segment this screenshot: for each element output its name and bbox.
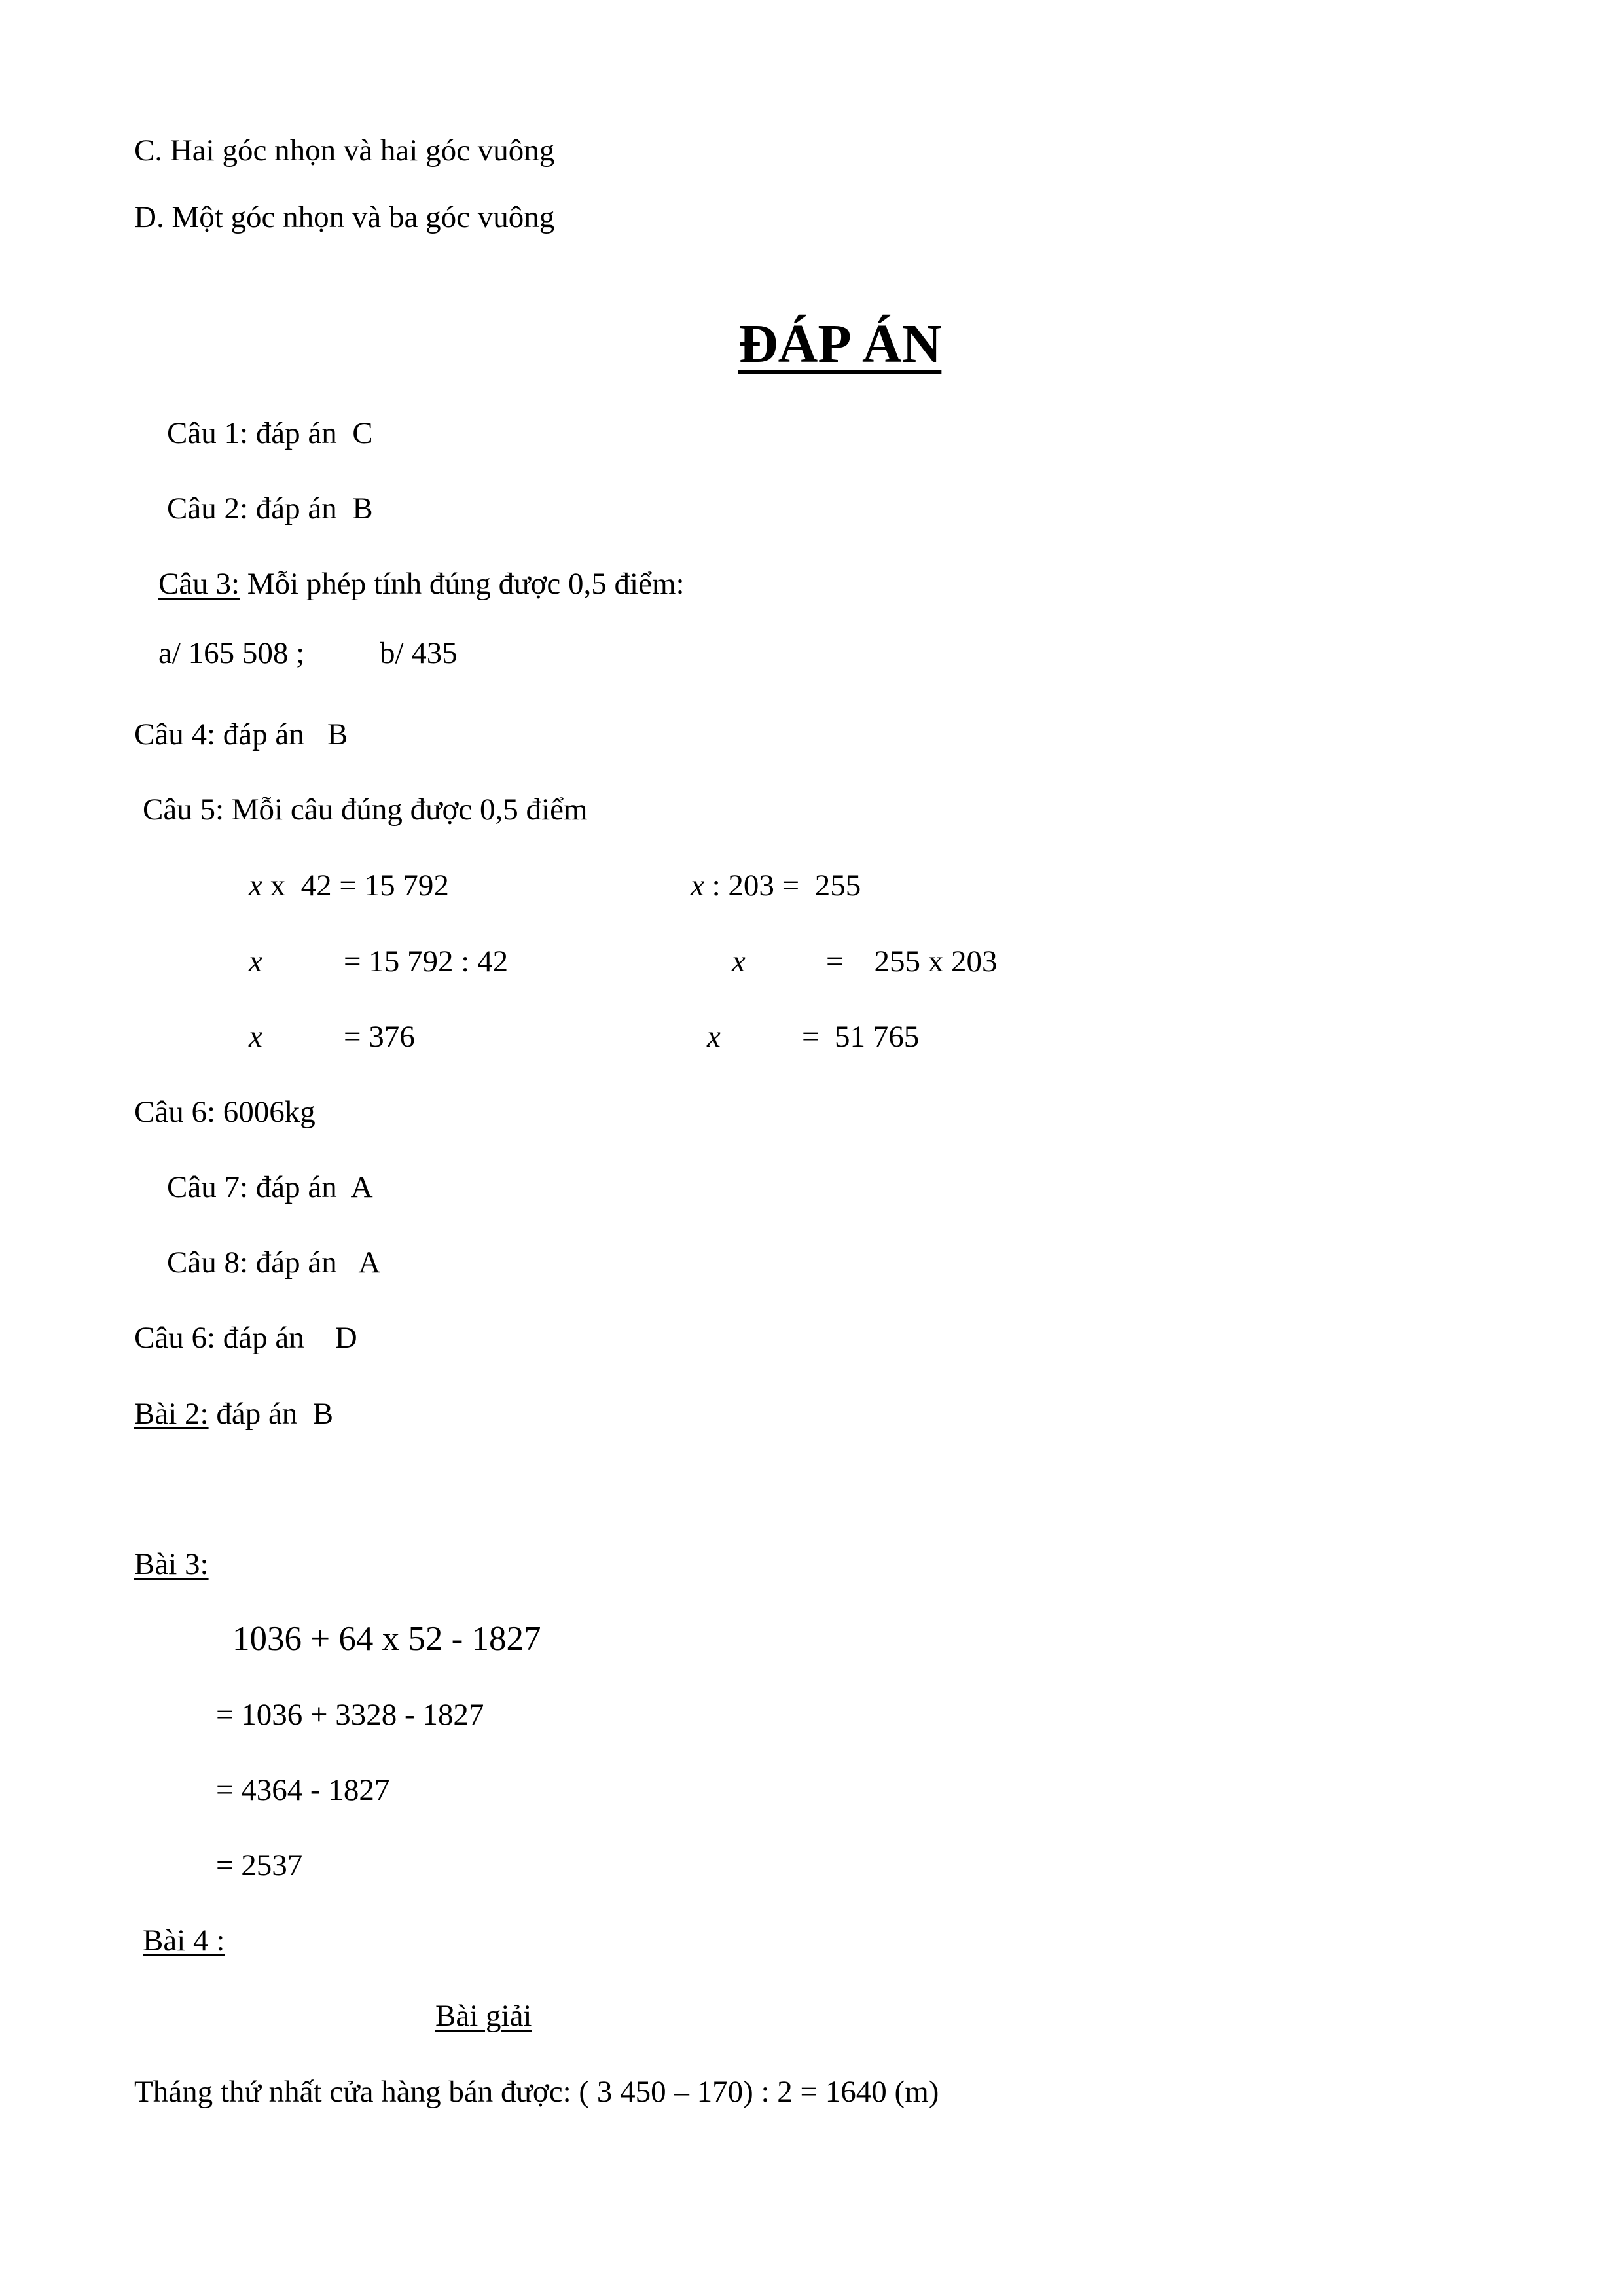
answer-cau-8: Câu 8: đáp án A [167, 1246, 381, 1280]
cau-5-right-1-text: : 203 = 255 [704, 869, 861, 903]
bai-3-step-2: = 4364 - 1827 [216, 1773, 390, 1807]
answer-cau-6b: Câu 6: đáp án D [134, 1321, 357, 1355]
cau-5-right-2: = 255 x 203 [826, 944, 998, 978]
cau-5-left-1 [249, 870, 449, 901]
cau-5-right-3: = 51 765 [802, 1020, 920, 1054]
var-x: x [707, 1020, 721, 1054]
option-c: C. Hai góc nhọn và hai góc vuông [134, 134, 555, 168]
answer-cau-2: Câu 2: đáp án B [167, 492, 373, 526]
var-x: x [249, 1020, 262, 1054]
cau-3-a: a/ 165 508 ; [158, 636, 305, 670]
cau-3-b: b/ 435 [380, 636, 458, 670]
bai-4-label: Bài 4 : [143, 1924, 225, 1958]
answer-bai-2 [134, 1399, 333, 1429]
answer-cau-4: Câu 4: đáp án B [134, 717, 348, 751]
cau-3-text: Mỗi phép tính đúng được 0,5 điểm: [240, 567, 685, 601]
bai-4-line-1: Tháng thứ nhất cửa hàng bán được: ( 3 450 – 170) : 2 = 1640 (m) [134, 2075, 939, 2109]
cau-3-label: Câu 3: [158, 567, 240, 601]
answer-cau-5: Câu 5: Mỗi câu đúng được 0,5 điểm [143, 793, 588, 827]
cau-5-left-2: = 15 792 : 42 [344, 944, 509, 978]
page-title: ĐÁP ÁN [738, 314, 942, 374]
var-x: x [249, 869, 262, 903]
bai-2-text: đáp án B [208, 1397, 334, 1431]
bai-2-label: Bài 2: [134, 1397, 209, 1431]
answer-cau-7: Câu 7: đáp án A [167, 1170, 373, 1204]
cau-5-left-3: = 376 [344, 1020, 415, 1054]
option-d: D. Một góc nhọn và ba góc vuông [134, 200, 555, 234]
bai-3-expression: 1036 + 64 x 52 - 1827 [232, 1620, 541, 1658]
cau-5-left-1-text: x 42 = 15 792 [262, 869, 449, 903]
bai-3-step-1: = 1036 + 3328 - 1827 [216, 1698, 484, 1732]
bai-3-label: Bài 3: [134, 1547, 209, 1581]
var-x: x [732, 944, 746, 978]
bai-3-step-3: = 2537 [216, 1848, 303, 1882]
bai-4-heading: Bài giải [435, 1999, 532, 2033]
var-x: x [249, 944, 262, 978]
var-x: x [691, 869, 704, 903]
answer-cau-6a: Câu 6: 6006kg [134, 1095, 316, 1129]
answer-cau-1: Câu 1: đáp án C [167, 416, 373, 450]
answer-cau-3 [158, 569, 685, 600]
cau-5-right-1 [691, 870, 861, 901]
